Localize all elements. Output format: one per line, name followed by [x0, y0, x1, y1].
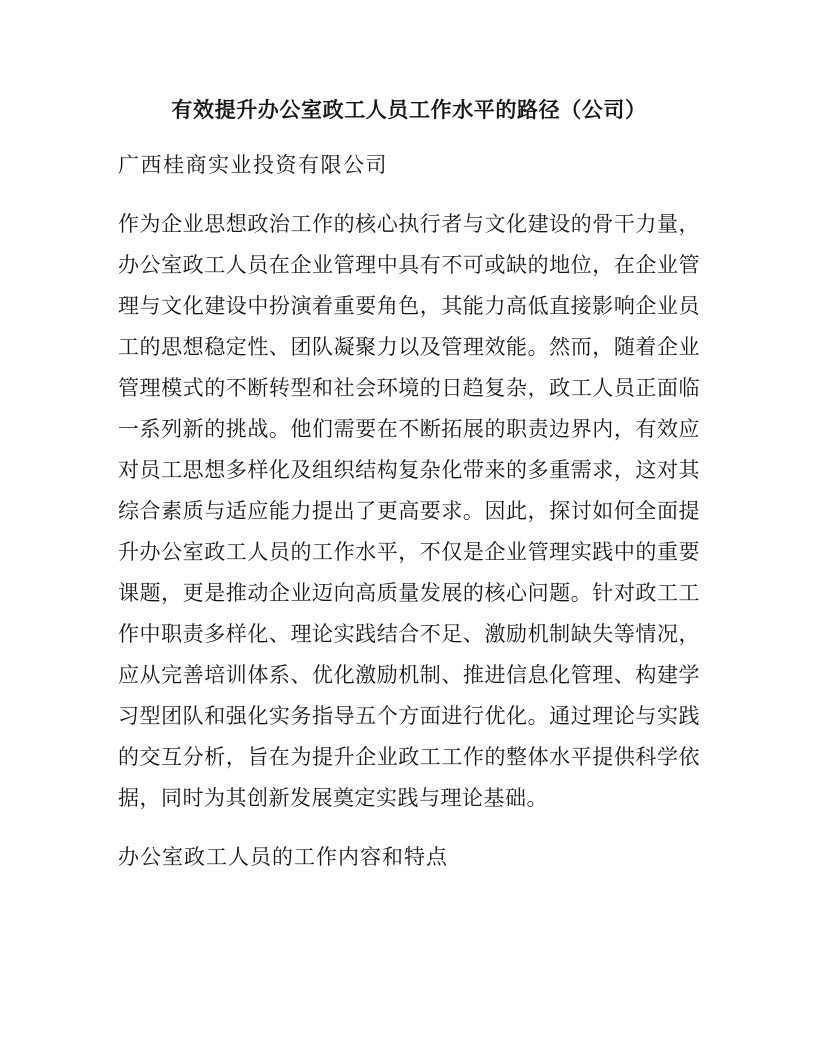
document-title: 有效提升办公室政工人员工作水平的路径（公司）: [171, 98, 647, 122]
section-heading: 办公室政工人员的工作内容和特点: [118, 845, 448, 869]
company-byline: 广西桂商实业投资有限公司: [118, 153, 388, 177]
intro-paragraph: 作为企业思想政治工作的核心执行者与文化建设的骨干力量，办公室政工人员在企业管理中具有不可或缺的地位，在企业管理与文化建设中扮演着重要角色，其能力高低直接影响企业员工的思想稳定性、团队凝聚力以及管理效能。然而，随着企业管理模式的不断转型和社会环境的日趋复杂，政工人员正面临一系列新的挑战。他们需要在不断拓展的职责边界内，有效应对员工思想多样化及组织结构复杂化带来的多重需求，这对其综合素质与适应能力提出了更高要求。因此，探讨如何全面提升办公室政工人员的工作水平，不仅是企业管理实践中的重要课题，更是推动企业迈向高质量发展的核心问题。针对政工工作中职责多样化、理论实践结合不足、激励机制缺失等情况，应从完善培训体系、优化激励机制、推进信息化管理、构建学习型团队和强化实务指导五个方面进行优化。通过理论与实践的交互分析，旨在为提升企业政工工作的整体水平提供科学依据，同时为其创新发展奠定实践与理论基础。: [118, 212, 700, 810]
